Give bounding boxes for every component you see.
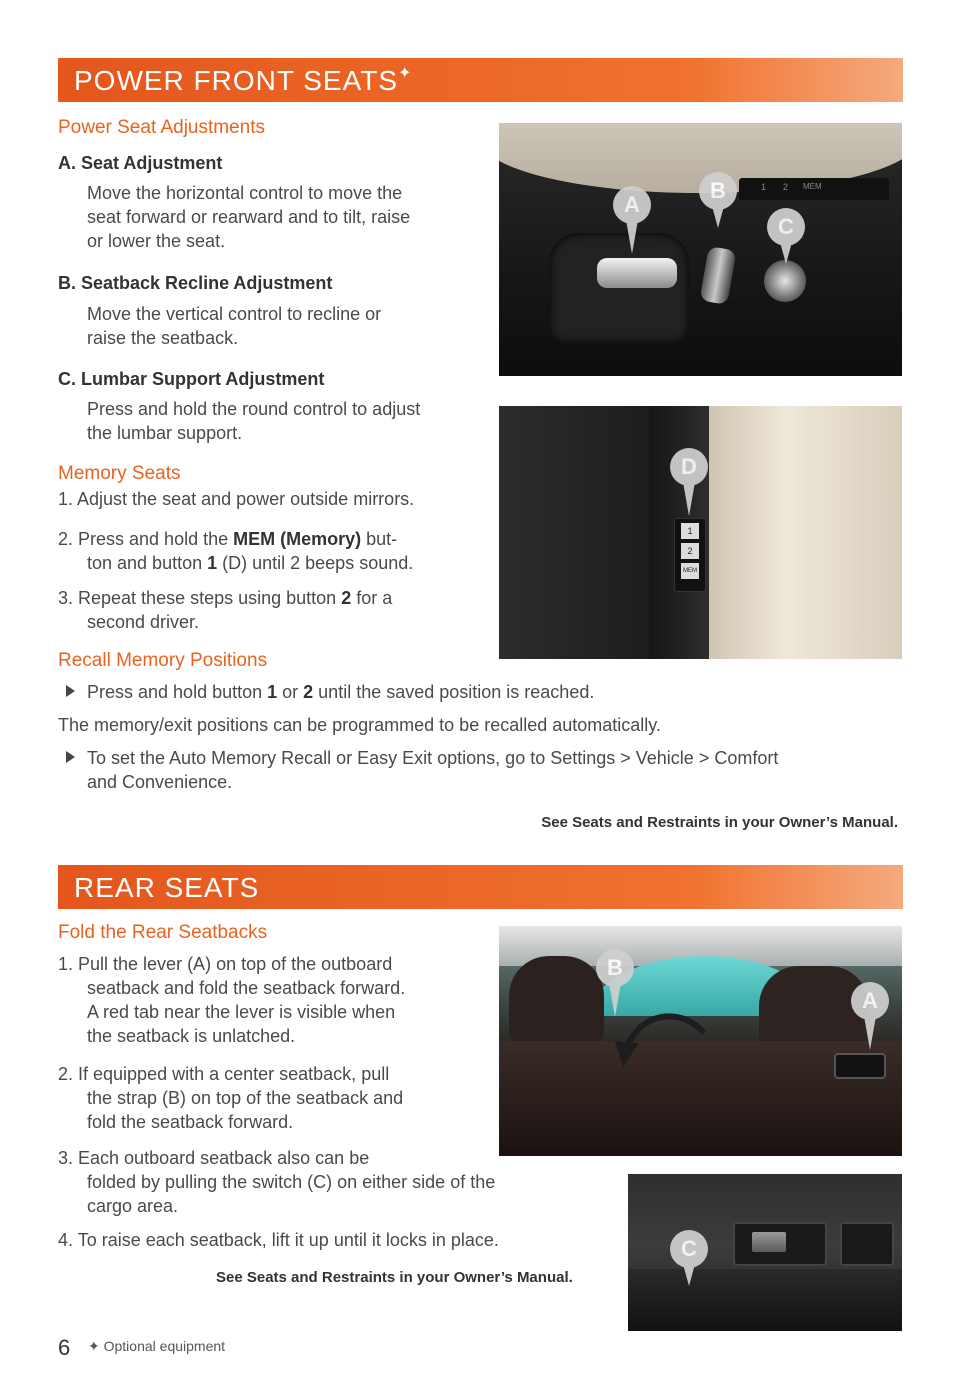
seatback-release-lever — [834, 1053, 886, 1079]
rear-seats-photo — [499, 926, 902, 1156]
horizontal-seat-control — [597, 258, 677, 288]
rear-step-3: 3. Each outboard seatback also can be folded by pulling the switch (C) on either side of the cargo area. — [58, 1148, 496, 1216]
label-b-pin: B — [596, 949, 634, 987]
settings-bullet: To set the Auto Memory Recall or Easy Exit options, go to Settings > Vehicle > Comfort and Convenience. — [66, 746, 778, 794]
page-number: 6 — [58, 1335, 71, 1360]
memory-seats-heading: Memory Seats — [58, 463, 181, 484]
rear-step-2: 2. If equipped with a center seatback, pull the strap (B) on top of the seatback and fold the seatback forward. — [58, 1064, 404, 1132]
rear-seats-reference: See Seats and Restraints in your Owner’s Manual. — [216, 1269, 573, 1286]
vertical-recline-control — [699, 246, 736, 305]
fold-rear-seatbacks-heading: Fold the Rear Seatbacks — [58, 922, 268, 943]
memory-buttons-photo — [499, 406, 902, 659]
front-seats-banner — [58, 58, 903, 102]
lumbar-round-control — [764, 260, 806, 302]
seat-controls-photo — [499, 123, 902, 376]
label-d-pin: D — [670, 448, 708, 486]
seat-adjustment-title: A. Seat Adjustment — [58, 153, 223, 173]
recline-adjustment-text: Move the vertical control to recline or raise the seatback. — [87, 304, 382, 348]
rear-step-4: 4. To raise each seatback, lift it up until it locks in place. — [58, 1230, 499, 1250]
label-a-pin: A — [851, 982, 889, 1020]
label-c-pin: C — [767, 208, 805, 246]
fold-arrow-icon — [609, 1001, 719, 1081]
memory-button-panel: 1 2 MEM — [674, 518, 706, 592]
memory-step-3: 3. Repeat these steps using button 2 for a second driver. — [58, 588, 393, 632]
cargo-fold-switch — [752, 1232, 786, 1252]
recall-memory-heading: Recall Memory Positions — [58, 650, 268, 671]
power-seat-adjustments-heading: Power Seat Adjustments — [58, 117, 265, 138]
bullet-arrow-icon — [66, 751, 75, 763]
front-seats-title: POWER FRONT SEATS✦ — [74, 65, 413, 96]
rear-seats-title: REAR SEATS — [74, 872, 260, 903]
memory-step-2: 2. Press and hold the MEM (Memory) but- ton and button 1 (D) until 2 beeps sound. — [58, 529, 414, 573]
rear-seats-banner — [58, 865, 903, 909]
optional-mark-icon: ✦ — [398, 65, 413, 82]
front-seats-reference: See Seats and Restraints in your Owner’s Manual. — [541, 814, 898, 831]
recline-adjustment-title: B. Seatback Recline Adjustment — [58, 273, 333, 293]
rear-step-1: 1. Pull the lever (A) on top of the outboard seatback and fold the seatback forward. A red tab near the lever is visible when the seatback is unlatched. — [58, 954, 406, 1046]
label-c-pin: C — [670, 1230, 708, 1268]
left-headrest — [509, 956, 604, 1046]
label-b-pin: B — [699, 172, 737, 210]
optional-equipment-note: ✦ Optional equipment — [88, 1338, 226, 1354]
memory-step-1: 1. Adjust the seat and power outside mirrors. — [58, 489, 415, 509]
lumbar-adjustment-title: C. Lumbar Support Adjustment — [58, 369, 325, 389]
memory-exit-text: The memory/exit positions can be programmed to be recalled automatically. — [58, 715, 661, 735]
seat-adjustment-text: Move the horizontal control to move the seat forward or rearward and to tilt, raise or lower the seat. — [87, 183, 411, 251]
memory-button-strip: 1 2 MEM — [739, 178, 889, 200]
cargo-switch-photo — [628, 1174, 902, 1331]
bullet-arrow-icon — [66, 685, 75, 697]
lumbar-adjustment-text: Press and hold the round control to adjust the lumbar support. — [87, 399, 421, 443]
label-a-pin: A — [613, 186, 651, 224]
recall-memory-bullet: Press and hold button 1 or 2 until the saved position is reached. — [66, 680, 594, 704]
